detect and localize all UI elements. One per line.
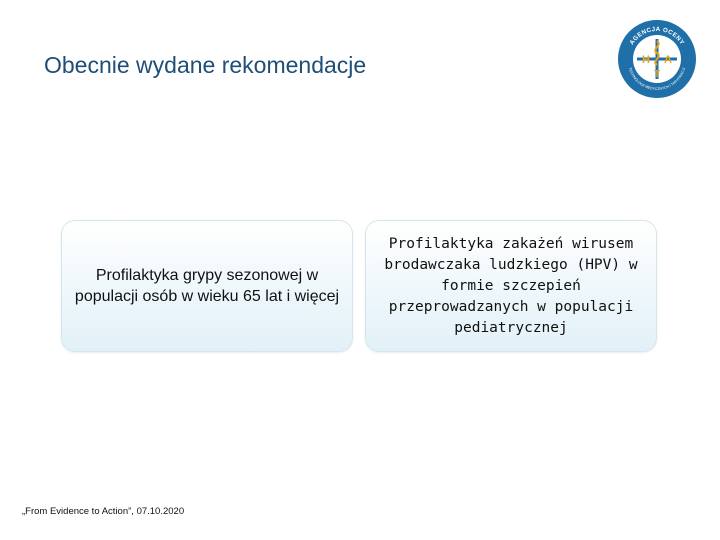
slide-title: Obecnie wydane rekomendacje: [44, 52, 367, 78]
recommendation-card-hpv[interactable]: [365, 220, 657, 352]
recommendation-card-influenza[interactable]: [61, 220, 353, 352]
slide-footer: „From Evidence to Action”, 07.10.2020: [22, 506, 185, 517]
logo-bottom-text: TECHNOLOGII MEDYCZNYCH I TARYFIKACJI: [627, 67, 687, 92]
logo-letter-t: T: [653, 69, 661, 80]
logo-letter-h: H: [642, 54, 650, 66]
recommendation-card-influenza-text: Profilaktyka grypy sezonowej w populacji osób w wieku 65 lat i więcej: [74, 267, 340, 305]
logo-top-text: AGENCJA OCENY: [628, 25, 686, 47]
hta-agency-logo: [617, 19, 697, 99]
logo-letter-a: A: [664, 54, 672, 66]
recommendation-card-hpv-text: Profilaktyka zakażeń wirusem brodawczaka ludzkiego (HPV) w formie szczepień przeprowadzanych w populacji pediatrycznej: [384, 235, 638, 336]
